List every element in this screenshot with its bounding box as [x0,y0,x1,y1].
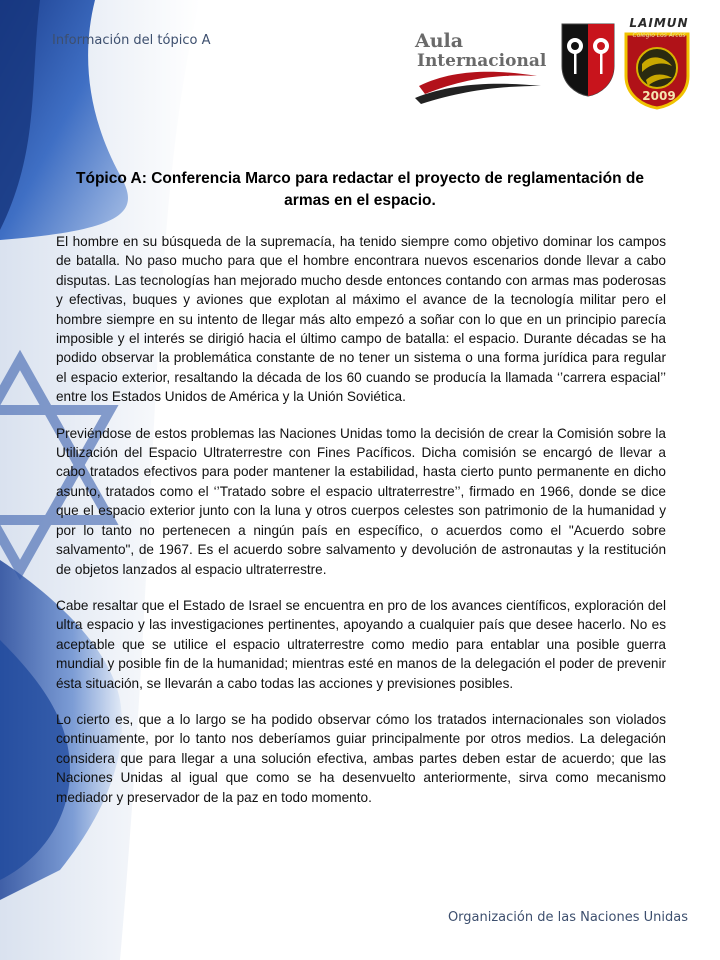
footer-organization-label: Organización de las Naciones Unidas [447,910,688,925]
aula-internacional-logo [405,16,548,108]
document-title: Tópico A: Conferencia Marco para redactar el proyecto de reglamentación de armas en el espacio. [76,170,644,209]
paragraph: Lo cierto es, que a lo largo se ha podido observar cómo los tratados internacionales son violados continuamente, por lo tanto nos deberíamos guiar principalmente por otros medios. La delegación considera que para llegar a una solución efectiva, ambas partes deben estar de acuerdo; que las Naciones Unidas al igual que como se ha desenvuelto anteriormente, sirva como mecanismo mediador y preservador de la paz en todo momento. [56,711,666,805]
laimun-logo-name: LAIMUN [629,16,689,30]
document-body [56,232,666,824]
paragraph: Cabe resaltar que el Estado de Israel se encuentra en pro de los avances científicos, exploración del ultra espacio y las investigaciones pertinentes, apoyando a cualquier país que desee hacerlo. No es aceptable que se utilice el espacio ultraterrestre como medio para entablar una posible guerra mundial y posible fin de la humanidad; mientras esté en manos de la delegación el poder de prevenir ésta situación, se llevarán a cabo todas las acciones y previsiones posibles. [56,597,666,691]
aula-logo-word: Aula [415,30,464,52]
internacional-logo-word: Internacional [417,51,547,71]
paragraph: El hombre en su búsqueda de la supremacía, ha tenido siempre como objetivo dominar los campos de batalla. No paso mucho para que el hombre encontrara nuevos escenarios donde llevar a cabo disputas. Las tecnologías han mejorado mucho desde entonces contando con armas mas poderosas y efectivas, buques y aviones que explotan al máximo el avance de la tecnología militar pero el hombre siempre en su intento de llegar más alto empezó a soñar con lo que en un principio parecía imposible y el interés se dirigió hacia el último campo de batalla: el espacio. Durante décadas se ha podido observar la problemática constante de no tener un sistema o una forma jurídica para regular el espacio exterior, resaltando la década de los 60 cuando se producía la llamada ‘’carrera espacial’’ entre los Estados Unidos de América y la Unión Soviética. [56,234,666,405]
laimun-logo-year: 2009 [642,89,676,103]
paragraph: Previéndose de estos problemas las Naciones Unidas tomo la decisión de crear la Comisión sobre la Utilización del Espacio Ultraterrestre con Fines Pacíficos. Dicha comisión se encargó de llevar a cabo tratados efectivos para poder mantener la estabilidad, hasta cierto punto permanente en dicho asunto, tratados como el ‘’Tratado sobre el espacio ultraterrestre’’, firmado en 1966, donde se dice que el espacio exterior junto con la luna y otros cuerpos celestes son patrimonio de la humanidad y por lo tanto no pertenecen a ningún país en específico, o acuerdos como el "Acuerdo sobre salvamento", de 1967. Es el acuerdo sobre salvamento y devolución de astronautas y la restitución de objetos lanzados al espacio ultraterrestre. [56,425,666,577]
topic-header-label: Información del tópico A [52,33,211,48]
laimun-logo-subtitle: Colegio Los Arcos [632,32,686,39]
aula-swoosh-icon [405,16,548,108]
school-shield-icon [560,22,616,98]
